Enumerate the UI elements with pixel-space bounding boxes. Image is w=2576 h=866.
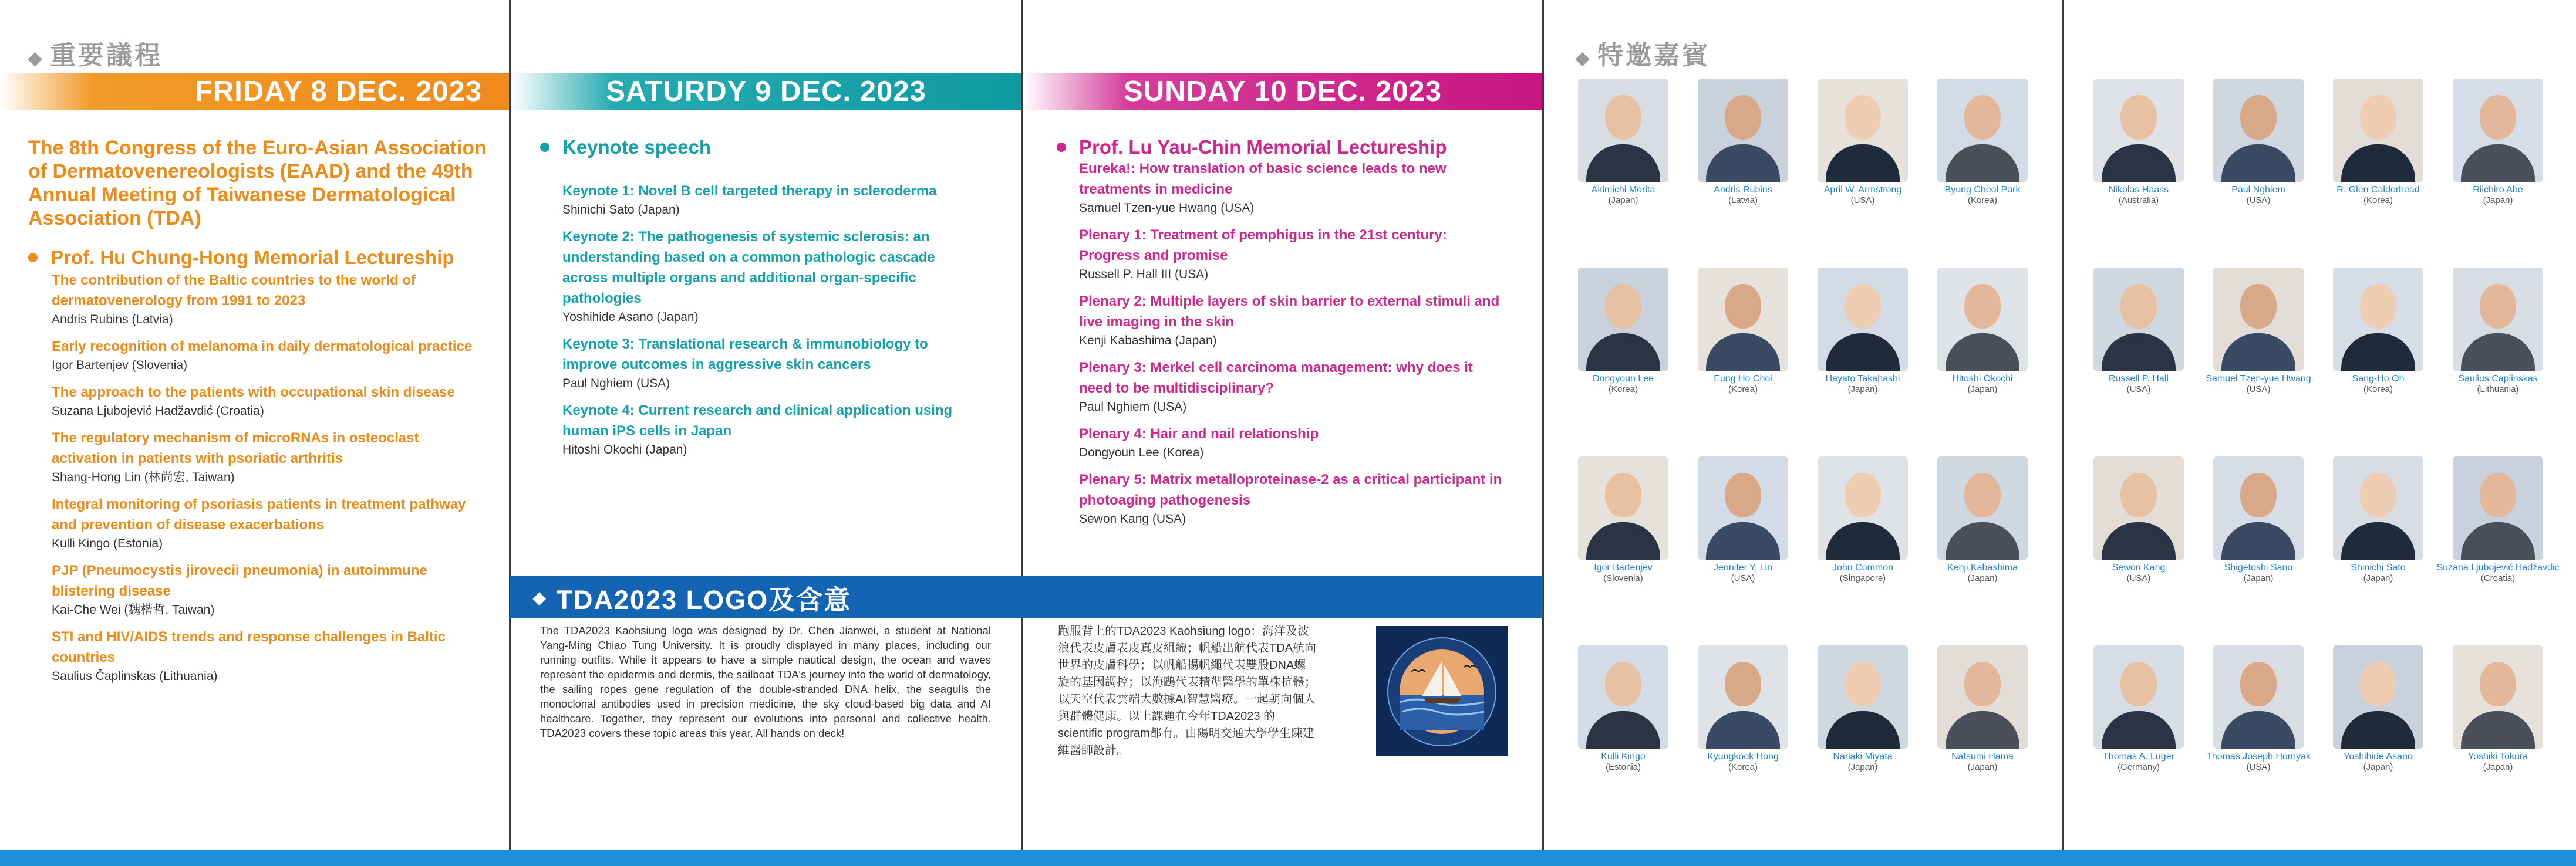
speaker-photo [2453,268,2543,371]
speaker-name: April W. Armstrong [1823,185,1902,195]
friday-talk-list [52,270,486,693]
talk-speaker: Samuel Tzen-yue Hwang (USA) [1079,201,1255,215]
talk-title: Plenary 4: Hair and nail relationship [1079,426,1319,442]
talk-title: STI and HIV/AIDS trends and response challenges in Baltic countries [52,629,446,665]
speaker-card [1921,645,2044,773]
speaker-country: (Korea) [1608,384,1638,394]
speaker-name: Hitoshi Okochi [1952,374,2013,384]
speaker-country: (USA) [2246,195,2271,205]
speaker-card [1921,79,2044,206]
speaker-country: (Japan) [2363,762,2393,772]
speaker-name: Akimichi Morita [1591,185,1655,195]
speaker-country: (Japan) [2243,573,2274,583]
speaker-country: (Japan) [1967,384,1998,394]
friday-lectureship-heading [28,246,454,269]
talk-title: Keynote 2: The pathogenesis of systemic sclerosis: an understanding based on a common pathologic cascade across multiple organs and additional organ-specific pathologies [562,229,935,306]
speaker-country: (Japan) [2483,762,2513,772]
speaker-card [2077,79,2200,206]
panel-divider [1542,0,1544,850]
talk-item [562,334,973,393]
agenda-heading-text: 重要議程 [50,41,163,70]
talk-title: Early recognition of melanoma in daily dermatological practice [52,339,473,354]
sunday-talk-list [1079,158,1508,536]
talk-item [52,270,486,329]
speaker-card [1681,645,1805,773]
logo-heading-text: TDA2023 LOGO及含意 [556,584,852,615]
speaker-photo [2453,79,2543,182]
speaker-card [1562,456,1685,584]
talk-speaker: Russell P. Hall III (USA) [1079,268,1209,281]
talk-title: Eureka!: How translation of basic science leads to new treatments in medicine [1079,161,1447,197]
speaker-photo [2093,645,2184,749]
speaker-photo [1818,268,1908,371]
speaker-name: Kyungkook Hong [1707,752,1779,762]
speaker-photo [1578,456,1668,560]
friday-band [0,73,509,110]
talk-item [562,400,973,459]
friday-lectureship-text: Prof. Hu Chung-Hong Memorial Lectureship [50,246,454,268]
speaker-photo [2333,645,2423,749]
speaker-country: (Germany) [2118,762,2160,772]
diamond-icon: ◆ [28,49,45,68]
talk-speaker: Kulli Kingo (Estonia) [52,537,163,550]
speaker-country: (Australia) [2118,195,2159,205]
speaker-photo [2453,456,2543,560]
speaker-photo [1578,645,1668,749]
speaker-photo [2213,645,2304,749]
talk-item [1079,469,1508,528]
diamond-icon: ◆ [1576,49,1592,68]
speaker-card [2436,645,2560,773]
speaker-card [1562,79,1685,206]
speaker-card [2436,268,2560,395]
speaker-country: (Latvia) [1728,195,1758,205]
speaker-photo [2453,645,2543,749]
speaker-name: Andris Rubins [1714,185,1772,195]
speaker-card [1681,268,1805,395]
speaker-country: (USA) [2126,573,2151,583]
speaker-name: Shigetoshi Sano [2224,563,2293,573]
talk-speaker: Hitoshi Okochi (Japan) [562,443,687,456]
talk-item [1079,225,1508,283]
bullet-icon [28,253,38,262]
talk-speaker: Yoshihide Asano (Japan) [562,310,699,324]
speaker-name: Kenji Kabashima [1947,563,2018,573]
speaker-photo [2333,456,2423,560]
speaker-photo [2093,79,2184,182]
speaker-country: (Japan) [1608,195,1638,205]
bullet-icon [540,143,549,152]
speaker-name: Samuel Tzen-yue Hwang [2206,374,2311,384]
talk-item [52,560,486,619]
speaker-name: Sang-Ho Oh [2352,374,2405,384]
speaker-photo [1818,456,1908,560]
talk-item [52,428,486,486]
keynote-heading [540,136,711,158]
sunday-lectureship-text: Prof. Lu Yau-Chin Memorial Lectureship [1079,136,1447,158]
speaker-card [1801,645,1924,773]
talk-speaker: Saulius Čaplinskas (Lithuania) [52,669,218,683]
talk-speaker: Paul Nghiem (USA) [1079,400,1187,414]
speaker-name: Hayato Takahashi [1825,374,1900,384]
speakers-heading [1576,34,1710,72]
saturday-talk-list [562,181,973,466]
speaker-country: (Japan) [2363,573,2393,583]
speaker-country: (Croatia) [2480,573,2516,583]
speaker-name: Yoshihide Asano [2344,752,2413,762]
speaker-country: (USA) [2246,762,2271,772]
panel-divider [2062,0,2064,850]
speaker-card [2077,645,2200,773]
tda2023-logo-image [1376,626,1508,756]
speaker-card [1562,268,1685,395]
speaker-country: (Korea) [2363,384,2393,394]
speaker-name: Dongyoun Lee [1592,374,1654,384]
speaker-country: (Slovenia) [1603,573,1643,583]
logo-description-zh: 跑服背上的TDA2023 Kaohsiung logo：海洋及波浪代表皮膚表皮真皮組織；帆船出航代表TDA航向世界的皮膚科學；以帆船揚帆繩代表雙股DNA螺旋的基因調控；以海鷗代表精準醫學的單株抗體；以天空代表雲端大數據AI智慧醫療。一起朝向個人與群體健康。以上課題在今年TDA2023 的scientific program都有。由陽明交通大學學生陳建維醫師設計。 [1058,625,1316,757]
speaker-photo [2333,79,2423,182]
speaker-photo [1937,456,2028,560]
talk-title: Plenary 5: Matrix metalloproteinase-2 as a critical participant in photoaging pathogenesis [1079,472,1502,508]
speaker-name: Eung Ho Choi [1714,374,1772,384]
agenda-heading [28,34,163,72]
talk-speaker: Igor Bartenjev (Slovenia) [52,358,188,372]
speaker-name: Thomas Joseph Hornyak [2206,752,2311,762]
talk-speaker: Shinichi Sato (Japan) [562,203,680,216]
talk-speaker: Andris Rubins (Latvia) [52,313,173,326]
talk-title: The contribution of the Baltic countries to the world of dermatovenerology from 1991 to 2023 [52,272,416,309]
talk-item [562,181,973,219]
logo-heading-band [510,576,1543,618]
speaker-card [2197,268,2320,395]
diamond-icon: ◆ [533,588,547,607]
speaker-name: Paul Nghiem [2231,185,2285,195]
speaker-name: Kulli Kingo [1601,752,1646,762]
talk-title: Keynote 3: Translational research & immunobiology to improve outcomes in aggressive skin cancers [562,336,928,373]
speaker-card [1921,456,2044,584]
talk-title: Keynote 1: Novel B cell targeted therapy in scleroderma [562,183,937,199]
speaker-card [1562,645,1685,773]
speaker-country: (Korea) [2363,195,2393,205]
speaker-photo [1937,645,2028,749]
speaker-card [2317,456,2440,584]
speaker-country: (Japan) [1967,762,1998,772]
speaker-photo [1818,79,1908,182]
talk-speaker: Kai-Che Wei (魏楷哲, Taiwan) [52,603,215,617]
speaker-name: Sewon Kang [2112,563,2166,573]
speaker-name: Nariaki Miyata [1833,752,1893,762]
logo-description-en: The TDA2023 Kaohsiung logo was designed by Dr. Chen Jianwei, a student at National Yang-Ming Chiao Tung University. It is proudly displayed in many places, including our running outfits. While it appears to have a simple nautical design, the ocean and waves represent the epidermis and dermis, the sailboat TDA's journey into the world of dermatology, the sailing ropes gene regulation of the double-stranded DNA helix, the seagulls the monoclonal antibodies used in precision medicine, the sky cloud-based big data and AI healthcare. Together, they represent our evolutions into personal and collective health. TDA2023 covers these topic areas this year. All hands on deck! [540,624,991,739]
speaker-name: Russell P. Hall [2109,374,2169,384]
speaker-name: Thomas A. Luger [2103,752,2174,762]
panel-divider [1021,0,1023,850]
speaker-country: (Japan) [1847,384,1878,394]
speaker-name: R. Glen Calderhead [2336,185,2420,195]
speaker-photo [2213,79,2304,182]
speaker-photo [1698,456,1788,560]
speaker-card [2317,268,2440,395]
talk-item [1079,158,1508,217]
congress-title: The 8th Congress of the Euro-Asian Association of Dermatovenereologists (EAAD) and the 49th Annual Meeting of Taiwanese Dermatological Association (TDA) [28,137,487,229]
speaker-country: (USA) [1850,195,1875,205]
speaker-card [1801,79,1924,206]
talk-item [52,494,486,553]
speaker-country: (Korea) [1967,195,1998,205]
talk-title: Integral monitoring of psoriasis patients in treatment pathway and prevention of disease exacerbations [52,496,466,533]
speaker-country: (Singapore) [1839,573,1886,583]
speaker-country: (Estonia) [1605,762,1641,772]
talk-title: Keynote 4: Current research and clinical application using human iPS cells in Japan [562,402,953,439]
bottom-bar [0,850,2576,866]
saturday-band-text: SATURDY 9 DEC. 2023 [606,76,926,107]
sunday-band [1023,73,1542,110]
talk-title: Plenary 1: Treatment of pemphigus in the 21st century: Progress and promise [1079,227,1447,263]
speaker-card [2197,645,2320,773]
speaker-card [1681,79,1805,206]
keynote-heading-text: Keynote speech [562,136,712,158]
speaker-country: (Lithuania) [2477,384,2519,394]
speaker-name: Nikolas Haass [2108,185,2169,195]
speaker-photo [1818,645,1908,749]
speaker-name: John Common [1832,563,1894,573]
speaker-name: Yoshiki Tokura [2467,752,2528,762]
speaker-card [1801,268,1924,395]
talk-speaker: Paul Nghiem (USA) [562,377,670,390]
speaker-name: Igor Bartenjev [1594,563,1653,573]
speaker-card [2317,79,2440,206]
speaker-country: (Japan) [1967,573,1998,583]
speaker-photo [2213,456,2304,560]
panel-divider [509,0,511,850]
sunday-lectureship-heading [1057,136,1447,158]
speaker-photo [1578,268,1668,371]
speaker-card [1801,456,1924,584]
speaker-country: (USA) [1731,573,1755,583]
speaker-country: (USA) [2126,384,2151,394]
talk-title: Plenary 2: Multiple layers of skin barrier to external stimuli and live imaging in the skin [1079,293,1500,330]
friday-band-text: FRIDAY 8 DEC. 2023 [194,76,482,107]
talk-item [52,627,486,685]
speaker-name: Shinichi Sato [2351,563,2406,573]
speaker-card [2436,79,2560,206]
speaker-card [2077,456,2200,584]
talk-speaker: Dongyoun Lee (Korea) [1079,446,1204,459]
sunday-band-text: SUNDAY 10 DEC. 2023 [1124,76,1442,107]
speaker-country: (Japan) [2483,195,2513,205]
speaker-name: Byung Cheol Park [1944,185,2021,195]
speaker-card [1681,456,1805,584]
talk-title: The regulatory mechanism of microRNAs in osteoclast activation in patients with psoriatic arthritis [52,430,419,466]
talk-speaker: Kenji Kabashima (Japan) [1079,334,1217,347]
speaker-photo [1937,268,2028,371]
speakers-heading-text: 特邀嘉賓 [1597,41,1711,70]
speaker-photo [1698,79,1788,182]
speaker-country: (Korea) [1728,384,1758,394]
talk-item [1079,424,1508,462]
speaker-name: Suzana Ljubojević Hadžavdić [2436,563,2560,573]
talk-speaker: Suzana Ljubojević Hadžavdić (Croatia) [52,404,264,418]
speaker-name: Saulius Caplinskas [2458,374,2538,384]
speaker-name: Riichiro Abe [2473,185,2523,195]
talk-item [52,336,486,374]
speaker-card [2197,456,2320,584]
speaker-card [2077,268,2200,395]
talk-item [1079,357,1508,416]
talk-title: Plenary 3: Merkel cell carcinoma management: why does it need to be multidisciplinary? [1079,360,1473,396]
speaker-photo [2093,456,2184,560]
speaker-photo [2333,268,2423,371]
speaker-card [1921,268,2044,395]
speaker-photo [1698,268,1788,371]
speaker-country: (Korea) [1728,762,1758,772]
speaker-photo [2213,268,2304,371]
speaker-photo [1578,79,1668,182]
speaker-country: (USA) [2246,384,2271,394]
talk-title: The approach to the patients with occupational skin disease [52,384,455,400]
talk-speaker: Sewon Kang (USA) [1079,512,1186,526]
talk-item [52,382,486,420]
speaker-card [2197,79,2320,206]
speaker-photo [1698,645,1788,749]
speaker-photo [2093,268,2184,371]
talk-item [562,226,973,326]
speaker-country: (Japan) [1847,762,1878,772]
speaker-card [2436,456,2560,584]
speaker-photo [1937,79,2028,182]
talk-speaker: Shang-Hong Lin (林尚宏, Taiwan) [52,471,235,484]
speaker-name: Jennifer Y. Lin [1714,563,1772,573]
bullet-icon [1057,143,1066,152]
talk-item [1079,291,1508,350]
sailboat-logo-icon [1376,626,1508,756]
talk-title: PJP (Pneumocystis jirovecii pneumonia) in autoimmune blistering disease [52,563,427,599]
saturday-band [511,73,1021,110]
speaker-card [2317,645,2440,773]
speaker-name: Natsumi Hama [1951,752,2014,762]
